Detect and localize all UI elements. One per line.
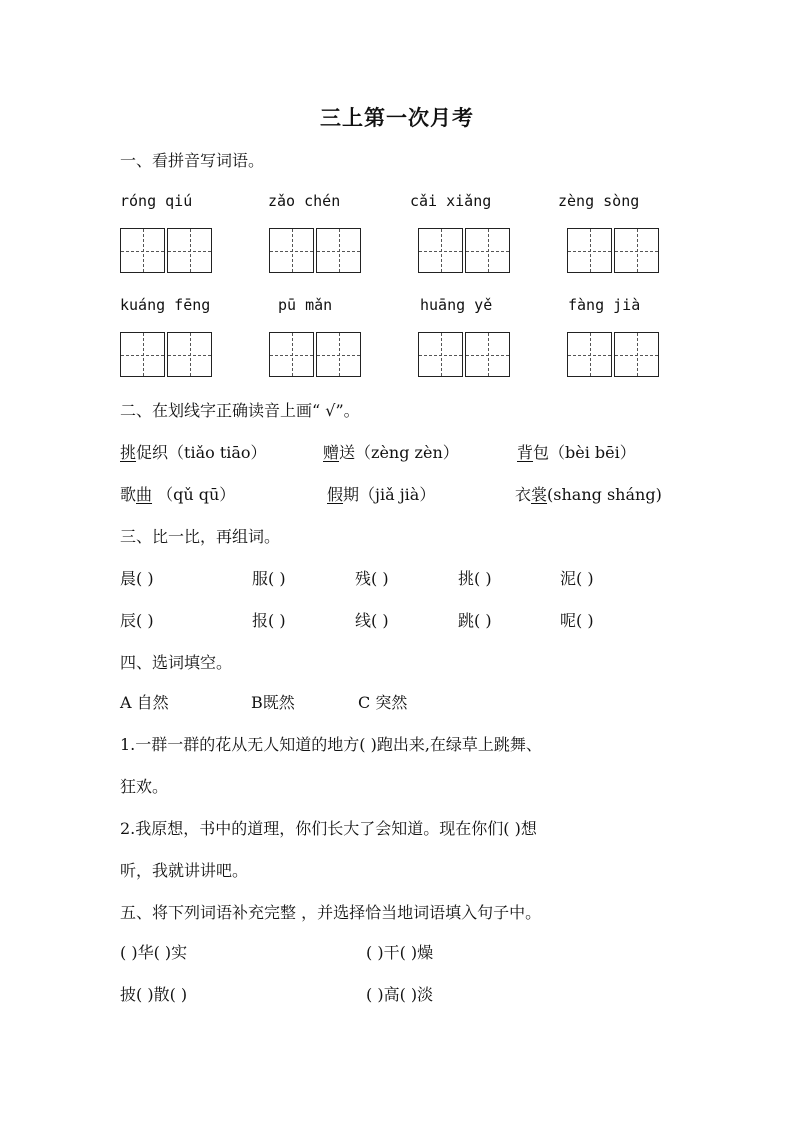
reading-options: 促织（tiǎo tiāo） — [136, 443, 267, 462]
compare-item[interactable]: 挑( ) — [458, 569, 492, 588]
compare-item[interactable]: 报( ) — [252, 611, 286, 630]
compare-item[interactable]: 辰( ) — [120, 611, 154, 630]
compare-item[interactable]: 泥( ) — [560, 569, 594, 588]
pinyin-5: kuáng fēng — [120, 296, 211, 314]
reading-options: (shang sháng) — [547, 485, 662, 504]
option-a: A 自然 — [120, 693, 169, 712]
compare-item[interactable]: 跳( ) — [458, 611, 492, 630]
underlined-char: 挑 — [120, 443, 137, 462]
reading-item[interactable] — [517, 440, 636, 463]
tianzige-box[interactable] — [269, 228, 363, 273]
pinyin-3: cǎi xiǎng — [410, 192, 492, 210]
pinyin-2: zǎo chén — [268, 192, 341, 210]
underlined-char: 假 — [327, 485, 344, 504]
idiom-item[interactable]: 披( )散( ) — [120, 985, 188, 1004]
tianzige-box[interactable] — [567, 332, 661, 377]
plain-char: 衣 — [515, 485, 532, 504]
tianzige-box[interactable] — [120, 332, 214, 377]
section5-heading: 五、将下列词语补充完整 ，并选择恰当地词语填入句子中。 — [120, 903, 542, 922]
underlined-char: 赠 — [323, 443, 340, 462]
pinyin-4: zèng sòng — [558, 192, 640, 210]
compare-item[interactable]: 残( ) — [355, 569, 389, 588]
reading-options: （qǔ qū） — [152, 485, 236, 504]
underlined-char: 曲 — [136, 485, 153, 504]
reading-options: 期（jiǎ jià） — [343, 485, 436, 504]
tianzige-box[interactable] — [418, 228, 512, 273]
option-c: C 突然 — [358, 693, 408, 712]
pinyin-1: róng qiú — [120, 192, 193, 210]
reading-item[interactable] — [515, 482, 662, 505]
underlined-char: 背 — [517, 443, 534, 462]
idiom-item[interactable]: ( )干( )燥 — [366, 943, 434, 962]
compare-item[interactable]: 呢( ) — [560, 611, 594, 630]
pinyin-8: fàng jià — [568, 296, 641, 314]
pinyin-6: pū mǎn — [278, 296, 333, 314]
question-1-line-2: 狂欢。 — [120, 777, 169, 796]
reading-item[interactable] — [120, 482, 235, 505]
plain-char: 歌 — [120, 485, 137, 504]
option-b: B既然 — [251, 693, 295, 712]
section1-heading: 一、看拼音写词语。 — [120, 151, 265, 170]
reading-options: 送（zèng zèn） — [339, 443, 459, 462]
idiom-item[interactable]: ( )高( )淡 — [366, 985, 434, 1004]
question-2-line-2: 听，我就讲讲吧。 — [120, 861, 249, 880]
compare-item[interactable]: 线( ) — [355, 611, 389, 630]
underlined-char: 裳 — [531, 485, 548, 504]
tianzige-box[interactable] — [269, 332, 363, 377]
reading-options: 包（bèi bēi） — [533, 443, 636, 462]
compare-item[interactable]: 服( ) — [252, 569, 286, 588]
tianzige-box[interactable] — [567, 228, 661, 273]
tianzige-box[interactable] — [418, 332, 512, 377]
question-2-line-1[interactable]: 2.我原想，书中的道理，你们长大了会知道。现在你们( )想 — [120, 819, 537, 838]
idiom-item[interactable]: ( )华( )实 — [120, 943, 188, 962]
compare-item[interactable]: 晨( ) — [120, 569, 154, 588]
section3-heading: 三、比一比，再组词。 — [120, 527, 281, 546]
section4-heading: 四、选词填空。 — [120, 653, 233, 672]
tianzige-box[interactable] — [120, 228, 214, 273]
pinyin-7: huāng yě — [420, 296, 493, 314]
reading-item[interactable] — [323, 440, 459, 463]
section2-heading: 二、在划线字正确读音上画“ √”。 — [120, 401, 360, 420]
reading-item[interactable] — [120, 440, 267, 463]
question-1-line-1[interactable]: 1.一群一群的花从无人知道的地方( )跑出来,在绿草上跳舞、 — [120, 735, 542, 754]
reading-item[interactable] — [327, 482, 435, 505]
page-title: 三上第一次月考 — [320, 105, 474, 130]
